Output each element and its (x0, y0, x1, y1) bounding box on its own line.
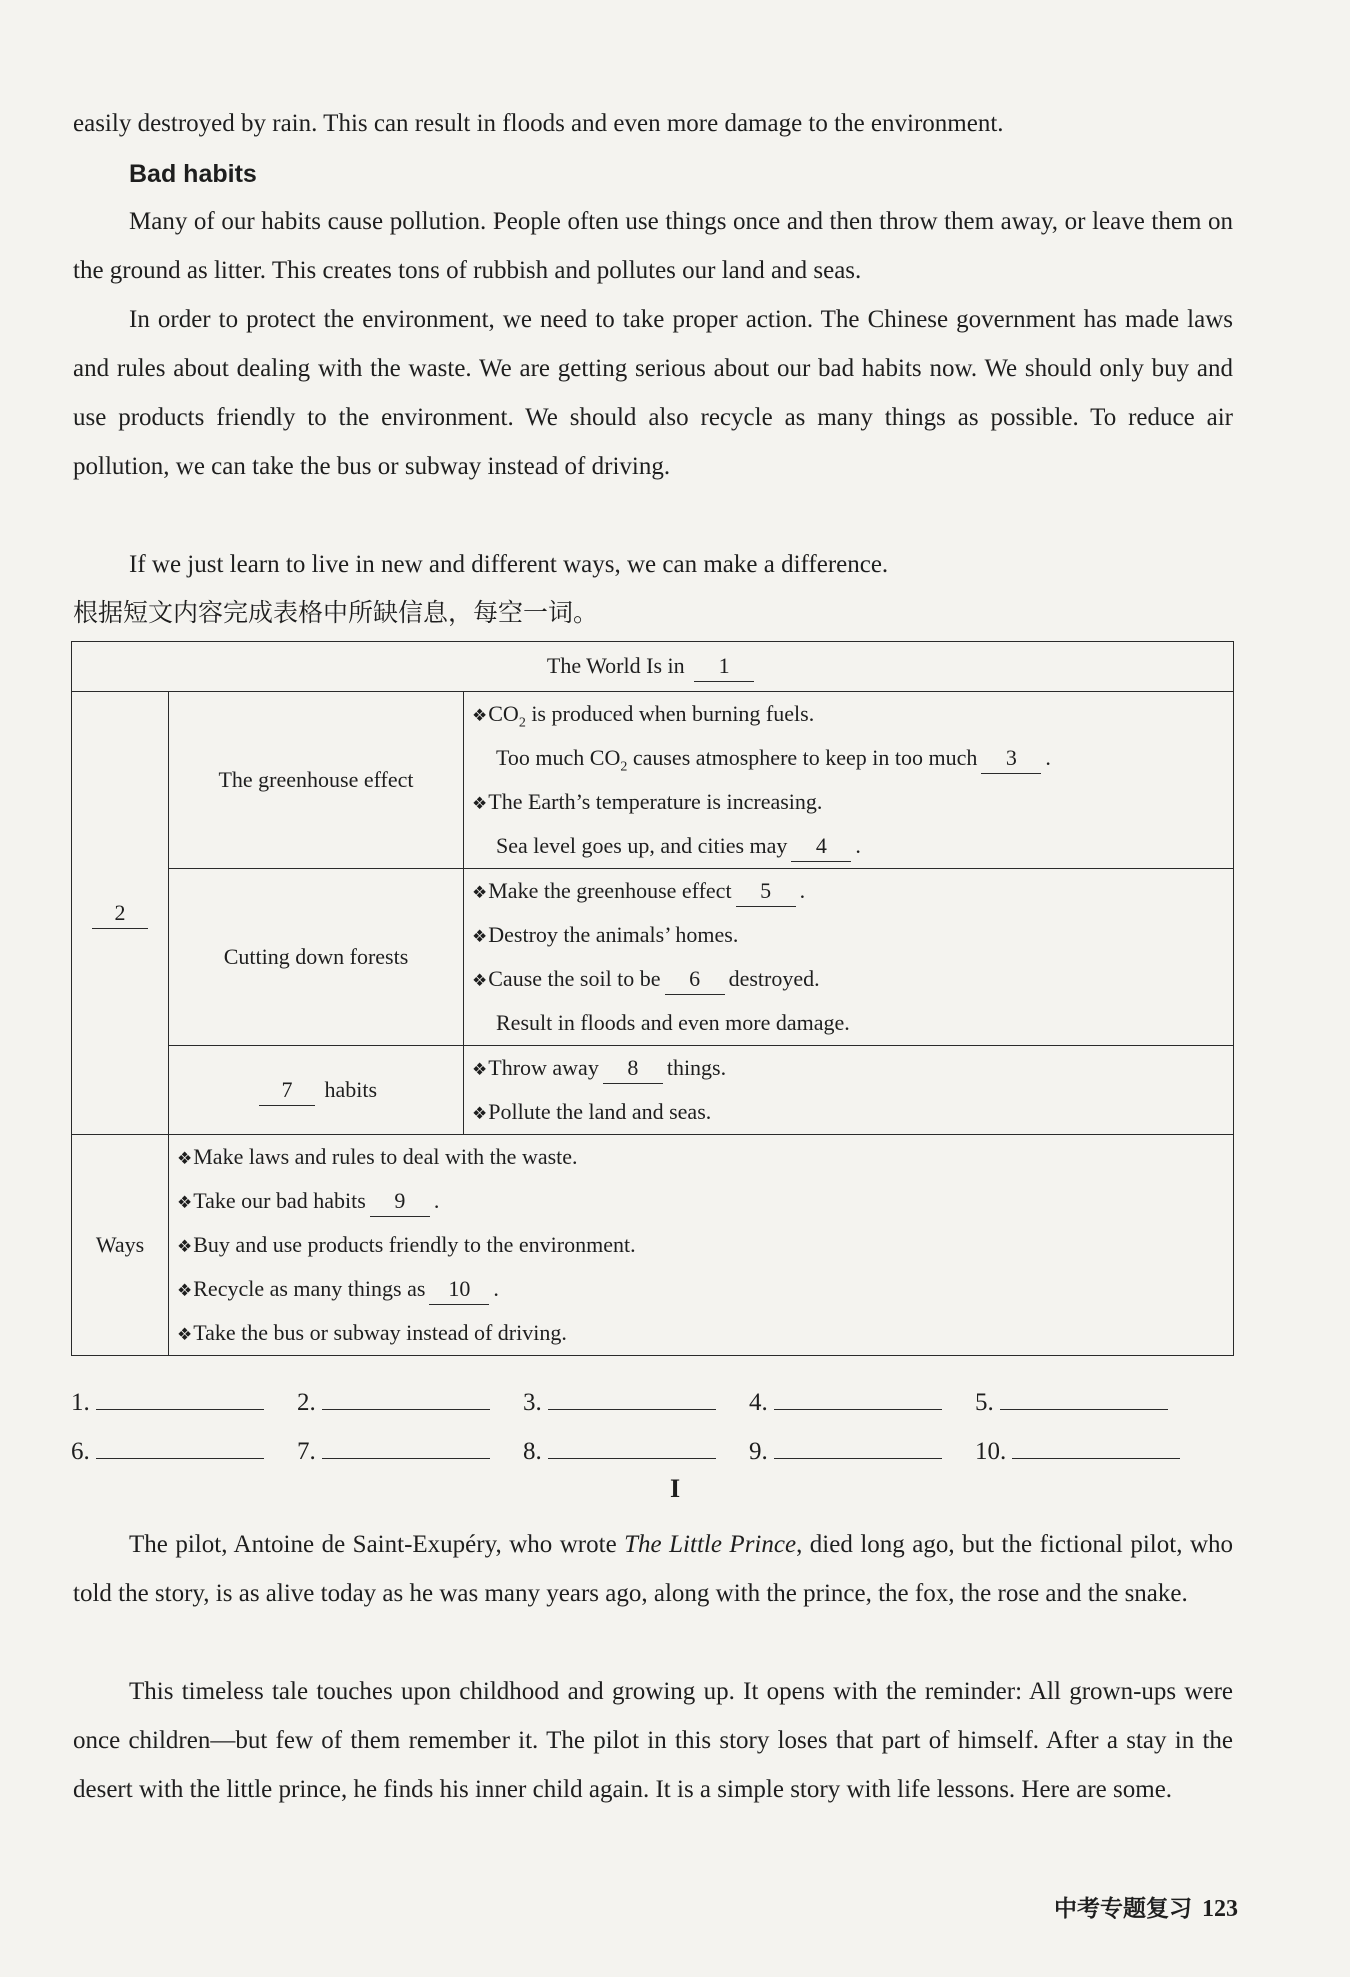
passage-paragraph-1: The pilot, Antoine de Saint-Exupéry, who wrote The Little Prince, died long ago, but the fictional pilot, who told the story, is as alive today as he was many years ago, along with the prince, the fox, the rose and the snake. (73, 1531, 1233, 1607)
answer-line-5[interactable]: 5. (975, 1383, 1168, 1417)
exercise-instruction: 根据短文内容完成表格中所缺信息，每空一词。 (73, 598, 599, 627)
passage-paragraph-2: This timeless tale touches upon childhood and growing up. It opens with the reminder: All grown-ups were once children—but few of them remember it. The pilot in this story loses that part of himself. After a stay in the desert with the little prince, he finds his inner child again. It is a simple story with life lessons. Here are some. (73, 1678, 1233, 1803)
blank-7: 7 (259, 1075, 315, 1106)
habits-details: ❖ Throw away 8 things. ❖ Pollute the land and seas. (464, 1046, 1234, 1135)
bullet-icon: ❖ (472, 883, 486, 902)
answer-line-6[interactable]: 6. (71, 1432, 264, 1466)
table-title (72, 642, 1234, 692)
blank-1: 1 (694, 651, 754, 682)
forests-details: ❖ Make the greenhouse effect 5 . ❖ Destroy the animals’ homes. ❖ Cause the soil to be 6 destroyed. Result in floods and even more damage. (464, 869, 1234, 1046)
answer-line-8[interactable]: 8. (523, 1432, 716, 1466)
greenhouse-details: ❖ $CO_2$ is produced when burning fuels. Too much $CO_2$ causes atmosphere to keep in too much 3 . ❖ The Earth’s temperature is increasing. Sea level goes up, and cities may 4 . (464, 692, 1234, 869)
section-number: I (669, 1474, 681, 1503)
paragraph-continuation: easily destroyed by rain. This can result in floods and even more damage to the environment. (73, 110, 1004, 137)
paragraph-difference: If we just learn to live in new and different ways, we can make a difference. (129, 551, 889, 578)
blank-3: 3 (981, 743, 1041, 774)
blank-8: 8 (603, 1053, 663, 1084)
answer-line-9[interactable]: 9. (749, 1432, 942, 1466)
book-title: The Little Prince (624, 1531, 797, 1558)
ways-details: ❖ Make laws and rules to deal with the waste. ❖ Take our bad habits 9 . ❖ Buy and use products friendly to the environment. ❖ Recycle as many things as 10 . ❖ Take the bus or subway instead of driving. (169, 1135, 1234, 1356)
answer-line-7[interactable]: 7. (297, 1432, 490, 1466)
bullet-icon: ❖ (472, 1104, 486, 1123)
group-cell (72, 692, 169, 1135)
greenhouse-label: The greenhouse effect (169, 692, 464, 869)
bullet-icon: ❖ (177, 1325, 191, 1344)
bullet-icon: ❖ (177, 1237, 191, 1256)
blank-2: 2 (92, 898, 148, 929)
bullet-icon: ❖ (472, 1060, 486, 1079)
bullet-icon: ❖ (472, 706, 486, 725)
bullet-icon: ❖ (472, 971, 486, 990)
bullet-icon: ❖ (177, 1193, 191, 1212)
page-number: 123 (1202, 1896, 1238, 1922)
paragraph-bad-habits: Many of our habits cause pollution. People often use things once and then throw them away, or leave them on the ground as litter. This creates tons of rubbish and pollutes our land and seas. (73, 208, 1233, 284)
forests-label: Cutting down forests (169, 869, 464, 1046)
section-heading: Bad habits (129, 160, 257, 188)
bullet-icon: ❖ (177, 1149, 191, 1168)
answer-line-2[interactable]: 2. (297, 1383, 490, 1417)
exercise-table (71, 641, 1234, 1356)
paragraph-action: In order to protect the environment, we need to take proper action. The Chinese government has made laws and rules about dealing with the waste. We are getting serious about our bad habits now. We should only buy and use products friendly to the environment. We should also recycle as many things as possible. To reduce air pollution, we can take the bus or subway instead of driving. (73, 306, 1233, 480)
table-title-text: The World Is in (546, 653, 685, 678)
blank-4: 4 (791, 831, 851, 862)
answer-line-1[interactable]: 1. (71, 1383, 264, 1417)
blank-9: 9 (370, 1186, 430, 1217)
answer-line-3[interactable]: 3. (523, 1383, 716, 1417)
bullet-icon: ❖ (177, 1281, 191, 1300)
blank-5: 5 (736, 876, 796, 907)
blank-6: 6 (665, 964, 725, 995)
answer-line-10[interactable]: 10. (975, 1432, 1180, 1466)
footer-label: 中考专题复习 (1054, 1896, 1192, 1922)
bullet-icon: ❖ (472, 927, 486, 946)
answer-line-4[interactable]: 4. (749, 1383, 942, 1417)
habits-label: 7 habits (169, 1046, 464, 1135)
bullet-icon: ❖ (472, 794, 486, 813)
ways-label: Ways (72, 1135, 169, 1356)
blank-10: 10 (429, 1274, 489, 1305)
page-footer (1054, 1890, 1238, 1923)
